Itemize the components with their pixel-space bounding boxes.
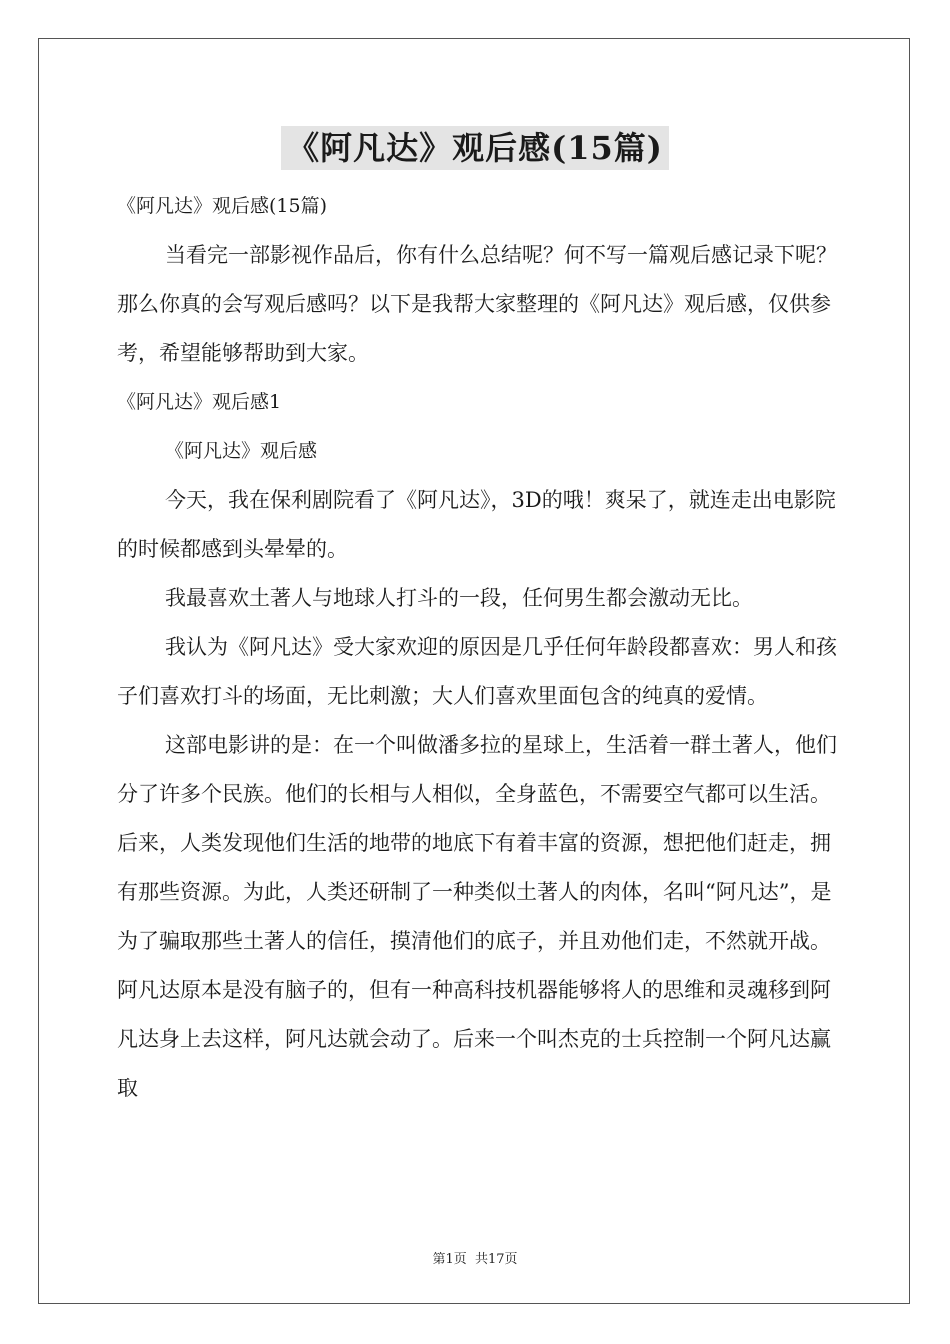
essay-title: 《阿凡达》观后感 [165, 440, 318, 462]
page-total: 共17页 [474, 1252, 518, 1267]
page-number: 第1页 [432, 1252, 467, 1267]
intro-paragraph: 当看完一部影视作品后，你有什么总结呢？何不写一篇观后感记录下呢？那么你真的会写观后感吗？以下是我帮大家整理的《阿凡达》观后感，仅供参考，希望能够帮助到大家。 [117, 243, 837, 365]
subtitle: 《阿凡达》观后感(15篇) [117, 195, 328, 217]
paragraph: 这部电影讲的是：在一个叫做潘多拉的星球上，生活着一群土著人，他们分了许多个民族。他们的长相与人相似，全身蓝色，不需要空气都可以生活。后来，人类发现他们生活的地带的地底下有着丰富的资源，想把他们赶走，拥有那些资源。为此，人类还研制了一种类似土著人的肉体，名叫“阿凡达”，是为了骗取那些土著人的信任，摸清他们的底子，并且劝他们走，不然就开战。阿凡达原本是没有脑子的，但有一种高科技机器能够将人的思维和灵魂移到阿凡达身上去这样，阿凡达就会动了。后来一个叫杰克的士兵控制一个阿凡达赢取 [117, 733, 837, 1100]
title-wrap [0, 126, 950, 170]
section-heading: 《阿凡达》观后感1 [117, 391, 282, 413]
document-title: 《阿凡达》观后感(15篇) [281, 126, 669, 170]
paragraph: 今天，我在保利剧院看了《阿凡达》，3D的哦！爽呆了，就连走出电影院的时候都感到头晕晕的。 [117, 488, 836, 561]
document-body [117, 182, 837, 1113]
page-footer [0, 1248, 950, 1267]
paragraph: 我认为《阿凡达》受大家欢迎的原因是几乎任何年龄段都喜欢：男人和孩子们喜欢打斗的场面，无比刺激；大人们喜欢里面包含的纯真的爱情。 [117, 635, 837, 708]
paragraph: 我最喜欢土著人与地球人打斗的一段，任何男生都会激动无比。 [165, 586, 753, 610]
